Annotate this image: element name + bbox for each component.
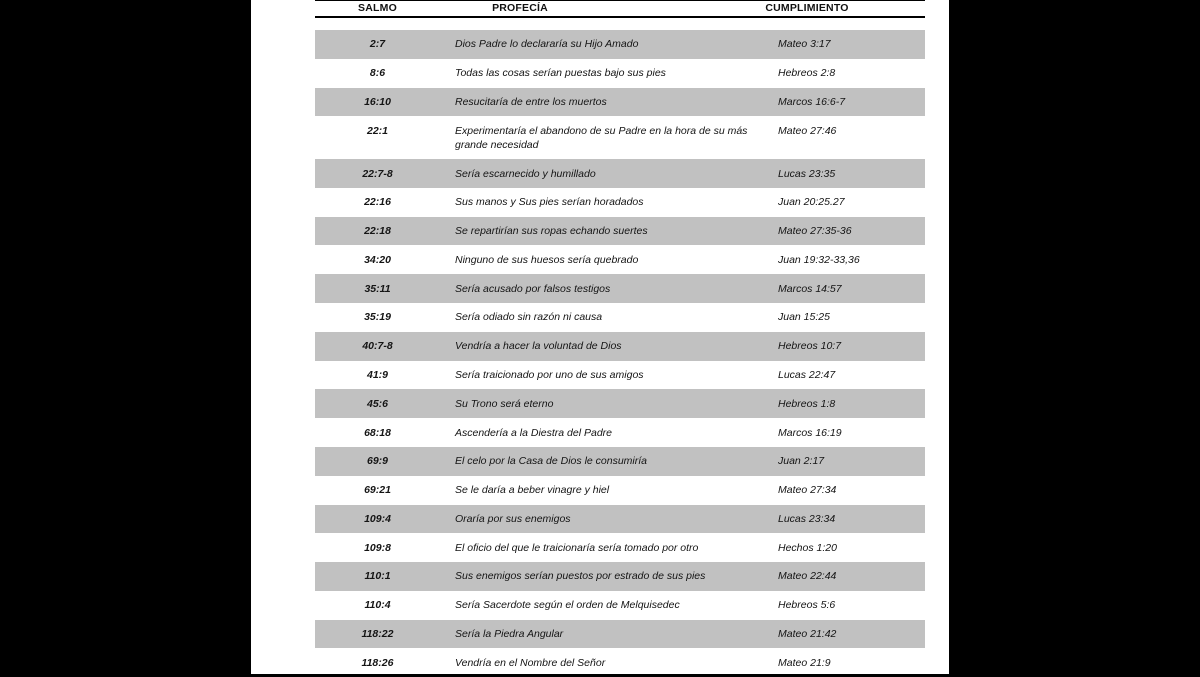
cell-cumplimiento: Marcos 16:19: [778, 426, 842, 439]
cell-cumplimiento: Mateo 21:9: [778, 656, 831, 669]
cell-salmo: 109:8: [364, 541, 391, 554]
cell-profecia: Su Trono será eterno: [455, 397, 554, 410]
header-salmo: SALMO: [358, 2, 397, 14]
table-row: [315, 303, 925, 332]
cell-salmo: 69:21: [364, 484, 391, 497]
table-row: [315, 332, 925, 361]
cell-salmo: 22:7-8: [362, 167, 393, 180]
cell-profecia: Ninguno de sus huesos sería quebrado: [455, 253, 639, 266]
cell-profecia: El oficio del que le traicionaría sería tomado por otro: [455, 541, 699, 554]
cell-salmo: 45:6: [366, 397, 388, 410]
cell-cumplimiento: Marcos 16:6-7: [778, 95, 846, 108]
cell-profecia: Dios Padre lo declararía su Hijo Amado: [455, 38, 639, 51]
table-row: [315, 361, 925, 390]
cell-profecia: Vendría en el Nombre del Señor: [455, 656, 606, 669]
table-row: [315, 533, 925, 562]
cell-cumplimiento: Lucas 23:34: [778, 512, 836, 525]
cell-salmo: 22:18: [364, 225, 391, 238]
cell-salmo: 35:11: [364, 282, 391, 295]
table-row: [315, 159, 925, 188]
cell-profecia: Sería Sacerdote según el orden de Melquisedec: [455, 599, 680, 612]
table-row: [315, 648, 925, 677]
cell-profecia: Se repartirían sus ropas echando suertes: [455, 225, 648, 238]
cell-cumplimiento: Mateo 22:44: [778, 570, 837, 583]
table-row: [315, 418, 925, 447]
cell-salmo: 118:26: [361, 656, 394, 669]
cell-profecia: Todas las cosas serían puestas bajo sus pies: [455, 67, 666, 80]
cell-salmo: 110:4: [364, 599, 391, 612]
cell-cumplimiento: Hechos 1:20: [778, 541, 837, 554]
cell-profecia: Sería la Piedra Angular: [455, 628, 564, 641]
cell-salmo: 109:4: [364, 512, 391, 525]
table-row: [315, 88, 925, 117]
cell-salmo: 68:18: [364, 426, 391, 439]
table-row: [315, 562, 925, 591]
cell-salmo: 16:10: [364, 95, 391, 108]
table-row: [315, 389, 925, 418]
table-row: [315, 447, 925, 476]
document-page: [251, 0, 949, 674]
table-row: [315, 217, 925, 246]
cell-salmo: 2:7: [369, 38, 386, 51]
cell-profecia: Ascendería a la Diestra del Padre: [455, 426, 613, 439]
cell-cumplimiento: Marcos 14:57: [778, 282, 842, 295]
cell-salmo: 118:22: [361, 628, 394, 641]
table-row: [315, 591, 925, 620]
cell-cumplimiento: Mateo 27:46: [778, 124, 837, 137]
cell-profecia: Oraría por sus enemigos: [455, 512, 571, 525]
header-cumplimiento: CUMPLIMIENTO: [765, 2, 849, 14]
cell-cumplimiento: Lucas 23:35: [778, 167, 836, 180]
table-body: [315, 30, 925, 677]
cell-cumplimiento: Hebreos 1:8: [778, 397, 836, 410]
cell-profecia: Sus enemigos serían puestos por estrado de sus pies: [455, 570, 706, 583]
cell-cumplimiento: Mateo 21:42: [778, 628, 837, 641]
table-header-row: [315, 1, 925, 18]
cell-salmo: 22:16: [364, 196, 391, 209]
table-row: [315, 30, 925, 59]
cell-cumplimiento: Hebreos 5:6: [778, 599, 836, 612]
table-row: [315, 274, 925, 303]
table-row: [315, 476, 925, 505]
cell-profecia: Sería odiado sin razón ni causa: [455, 311, 603, 324]
table-row: [315, 245, 925, 274]
cell-cumplimiento: Mateo 27:34: [778, 484, 837, 497]
table-row: [315, 59, 925, 88]
table-row: [315, 620, 925, 649]
cell-profecia: Se le daría a beber vinagre y hiel: [455, 484, 610, 497]
cell-salmo: 8:6: [369, 67, 386, 80]
cell-cumplimiento: Lucas 22:47: [778, 368, 836, 381]
cell-profecia: Sería acusado por falsos testigos: [455, 282, 611, 295]
cell-profecia: Resucitaría de entre los muertos: [455, 95, 607, 108]
cell-profecia: Vendría a hacer la voluntad de Dios: [455, 340, 622, 353]
cell-profecia: Sería traicionado por uno de sus amigos: [455, 368, 644, 381]
cell-salmo: 110:1: [364, 570, 391, 583]
cell-profecia: Sus manos y Sus pies serían horadados: [455, 196, 644, 209]
cell-profecia: Experimentaría el abandono de su Padre en la hora de su más grande necesidad: [455, 124, 748, 151]
cell-salmo: 22:1: [366, 124, 388, 137]
cell-cumplimiento: Hebreos 10:7: [778, 340, 842, 353]
cell-profecia: El celo por la Casa de Dios le consumiría: [455, 455, 648, 468]
cell-cumplimiento: Hebreos 2:8: [778, 67, 836, 80]
table-row: [315, 116, 925, 159]
cell-cumplimiento: Juan 20:25.27: [778, 196, 845, 209]
table-row: [315, 505, 925, 534]
cell-cumplimiento: Juan 19:32-33,36: [778, 253, 860, 266]
cell-profecia: Sería escarnecido y humillado: [455, 167, 596, 180]
cell-salmo: 40:7-8: [362, 340, 393, 353]
prophecy-table: [315, 0, 925, 677]
cell-salmo: 69:9: [366, 455, 388, 468]
cell-cumplimiento: Juan 15:25: [778, 311, 830, 324]
cell-salmo: 34:20: [364, 253, 391, 266]
cell-salmo: 35:19: [364, 311, 391, 324]
cell-salmo: 41:9: [366, 368, 388, 381]
table-row: [315, 188, 925, 217]
header-profecia: PROFECÍA: [492, 2, 548, 14]
cell-cumplimiento: Juan 2:17: [778, 455, 825, 468]
cell-cumplimiento: Mateo 3:17: [778, 38, 831, 51]
cell-cumplimiento: Mateo 27:35-36: [778, 225, 852, 238]
